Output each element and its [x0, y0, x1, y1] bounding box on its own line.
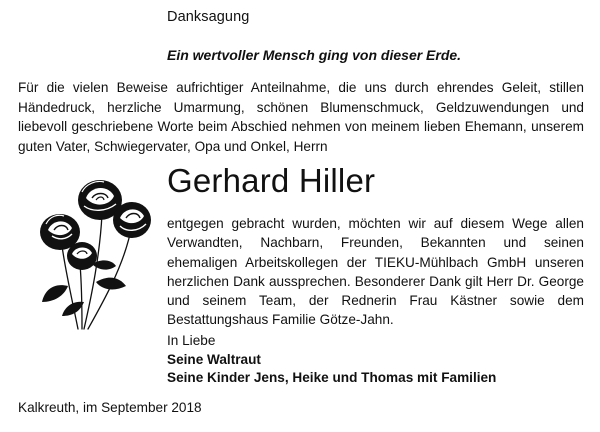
subheading: Ein wertvoller Mensch ging von dieser Erde. [167, 47, 462, 63]
body-paragraph: entgegen gebracht wurden, möchten wir auf diesem Wege allen Verwandten, Nachbarn, Freunden, Bekannten und seinen ehemaligen Arbeitskollegen der TIEKU-Mühlbach GmbH unseren herzlichen Dank aussprechen. Besonderer Dank gilt Herr Dr. George und seinem Team, der Rednerin Frau Kästner sowie dem Bestattungshaus Familie Götze-Jahn. [167, 216, 584, 328]
signature-children: Seine Kinder Jens, Heike und Thomas mit Familien [167, 370, 497, 385]
closing-block [167, 332, 496, 388]
deceased-name: Gerhard Hiller [167, 162, 376, 199]
roses-icon [22, 174, 154, 334]
place-and-date: Kalkreuth, im September 2018 [18, 400, 202, 415]
closing-greeting: In Liebe [167, 333, 216, 348]
signature-spouse: Seine Waltraut [167, 351, 261, 367]
heading: Danksagung [167, 9, 250, 25]
intro-paragraph: Für die vielen Beweise aufrichtiger Anteilnahme, die uns durch ehrendes Geleit, stillen Händedruck, herzliche Umarmung, schönen Blumenschmuck, Geldzuwendungen und liebevoll geschriebene Worte beim Abschied nehmen von meinem lieben Ehemann, unserem guten Vater, Schwiegervater, Opa und Onkel, Herrn [18, 80, 584, 154]
